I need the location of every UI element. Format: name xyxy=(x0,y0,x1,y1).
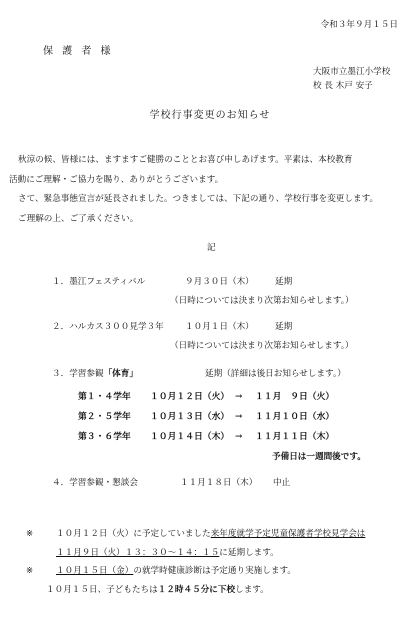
item-1-note: （日時については決まり次第お知らせします。） xyxy=(170,296,354,306)
note-3-bold: １２時４５分に下校 xyxy=(157,585,236,595)
body-paragraph-1-line-2: 活動にご理解・ご協力を賜り、ありがとうございます。 xyxy=(9,175,224,185)
note-1-mark: ※ xyxy=(26,529,34,539)
schedule-row-to: １１月 ９日（火） xyxy=(255,392,335,402)
item-3-label-bold: 「体育」 xyxy=(103,369,138,379)
ki-heading: 記 xyxy=(207,243,216,253)
body-paragraph-1-line-1: 秋涼の候、皆様には、ますますご健勝のこととお喜び申しあげます。平素は、本校教育 xyxy=(18,155,353,165)
schedule-row-grade: 第３・６学年 xyxy=(78,432,131,442)
note-2-underlined: １０月１５日（金） xyxy=(56,566,134,576)
note-1-underlined: 来年度就学予定児童保護者学校見学会は xyxy=(210,529,366,539)
schedule-row-grade: 第２・５学年 xyxy=(78,412,131,422)
issue-date: 令和３年９月１５日 xyxy=(320,20,398,30)
schedule-row-to: １１月１１日（木） xyxy=(255,432,335,442)
schedule-row-grade: 第１・４学年 xyxy=(78,392,131,402)
item-4-date: １１月１８日（木） xyxy=(180,478,258,488)
schedule-row-to: １１月１０日（水） xyxy=(255,412,335,422)
schedule-row-from: １０月１２日（火） xyxy=(150,392,230,402)
item-3-label-prefix: ３．学習参観 xyxy=(52,369,104,379)
item-2-note: （日時については決まり次第お知らせします。） xyxy=(170,341,354,351)
schedule-row-arrow: → xyxy=(235,412,243,422)
note-3-line xyxy=(46,585,269,596)
note-1-line-1 xyxy=(56,529,365,540)
item-3-label xyxy=(52,369,138,380)
item-1-status: 延期 xyxy=(275,277,293,287)
note-2-mark: ※ xyxy=(26,566,34,576)
addressee: 保 護 者 様 xyxy=(43,46,114,57)
schedule-row-arrow: → xyxy=(235,392,243,402)
item-1-label: １．墨江フェスティバル xyxy=(52,277,146,287)
note-1-prefix: １０月１２日（火）に予定していました xyxy=(56,529,211,539)
note-2-line xyxy=(56,566,296,577)
note-3-prefix: １０月１５日、子どもたちは xyxy=(46,585,158,595)
body-paragraph-2: さて、緊急事態宣言が延長されました。つきましては、下記の通り、学校行事を変更します。 xyxy=(18,194,379,204)
note-1-line-2 xyxy=(56,548,279,559)
item-2-date: １０月１日（木） xyxy=(185,322,254,332)
note-2-suffix: の就学時健康診断は予定通り実施します。 xyxy=(133,566,296,576)
item-2-status: 延期 xyxy=(275,322,293,332)
schedule-row-from: １０月１３日（水） xyxy=(150,412,230,422)
note-3-suffix: します。 xyxy=(235,585,269,595)
schedule-row-from: １０月１４日（木） xyxy=(150,432,230,442)
body-paragraph-3: ご理解の上、ご了承ください。 xyxy=(18,214,139,224)
item-4-label: ４．学習参観・懇談会 xyxy=(52,478,138,488)
principal-name: 校 長 木戸 安子 xyxy=(313,81,373,91)
school-name: 大阪市立墨江小学校 xyxy=(313,67,391,77)
schedule-row-arrow: → xyxy=(235,432,243,442)
item-2-label: ２．ハルカス３００見学３年 xyxy=(52,322,164,332)
item-1-date: ９月３０日（木） xyxy=(185,277,254,287)
note-1-line-2-suffix: に延期します。 xyxy=(219,548,279,558)
item-3-status: 延期（詳細は後日お知らせします。） xyxy=(205,369,346,379)
note-1-line-2-underlined: １１月９日（火）１３：３０～１４：１５ xyxy=(56,548,220,558)
item-4-status: 中止 xyxy=(273,478,291,488)
reserve-day-note: 予備日は一週間後です。 xyxy=(272,452,366,462)
page-title: 学校行事変更のお知らせ xyxy=(149,110,271,121)
